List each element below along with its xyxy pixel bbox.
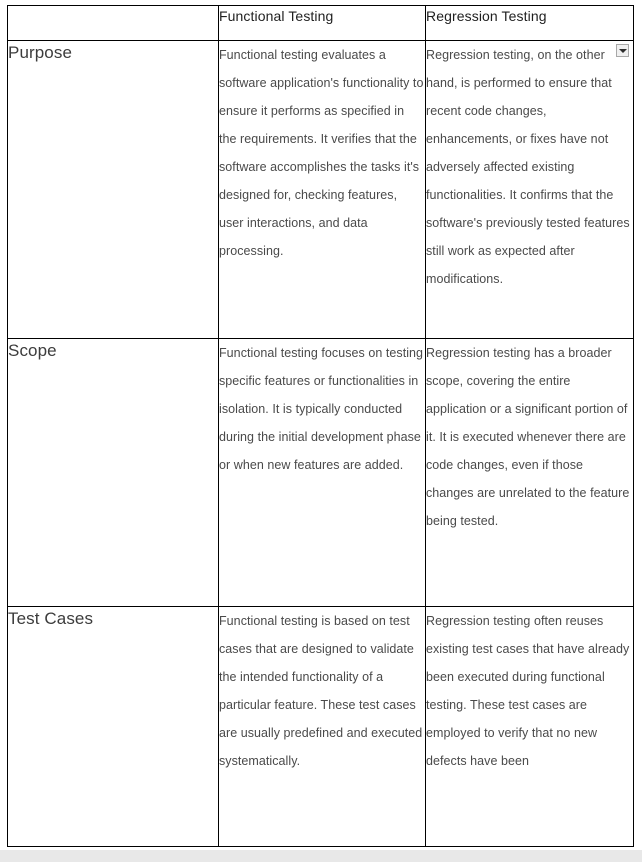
cell-text: Functional testing evaluates a software application's functionality to ensure it performs as specified in the requirements. It verifies that the software accomplishes the tasks it's designed for, checking features, user interactions, and data processing. (219, 48, 424, 258)
comparison-table (7, 5, 634, 847)
cell-testcases-regression (426, 607, 634, 847)
cell-text: Regression testing, on the other hand, is performed to ensure that recent code changes, enhancements, or fixes have not adversely affected existing functionalities. It confirms that the software's previously tested features still work as expected after modifications. (426, 48, 630, 286)
cell-scope-functional (219, 339, 426, 607)
page-bottom-strip (0, 850, 642, 862)
table-header-row (7, 5, 634, 41)
row-label-purpose: Purpose (7, 41, 219, 339)
cell-purpose-regression (426, 41, 634, 339)
cell-purpose-functional (219, 41, 426, 339)
table-row (7, 41, 634, 339)
cell-text: Functional testing focuses on testing specific features or functionalities in isolation. It is typically conducted during the initial development phase or when new features are added. (219, 346, 424, 472)
triangle-down-icon[interactable] (616, 44, 629, 57)
column-header-regression-testing: Regression Testing (426, 5, 634, 41)
cell-text: Regression testing has a broader scope, covering the entire application or a significant portion of it. It is executed whenever there are code changes, even if those changes are unrelated to the feature being tested. (426, 346, 630, 528)
row-label-test-cases: Test Cases (7, 607, 219, 847)
table-row (7, 607, 634, 847)
table-row (7, 339, 634, 607)
row-label-scope: Scope (7, 339, 219, 607)
triangle-down-glyph (619, 49, 627, 53)
table-body (7, 41, 634, 847)
column-header-label (7, 5, 219, 41)
table-header (7, 5, 634, 41)
cell-testcases-functional (219, 607, 426, 847)
cell-scope-regression (426, 339, 634, 607)
cell-text: Functional testing is based on test cases that are designed to validate the intended functionality of a particular feature. These test cases are usually predefined and executed systematically. (219, 614, 423, 768)
column-header-functional-testing: Functional Testing (219, 5, 426, 41)
cell-text: Regression testing often reuses existing test cases that have already been executed during functional testing. These test cases are employed to verify that no new defects have been (426, 614, 630, 768)
